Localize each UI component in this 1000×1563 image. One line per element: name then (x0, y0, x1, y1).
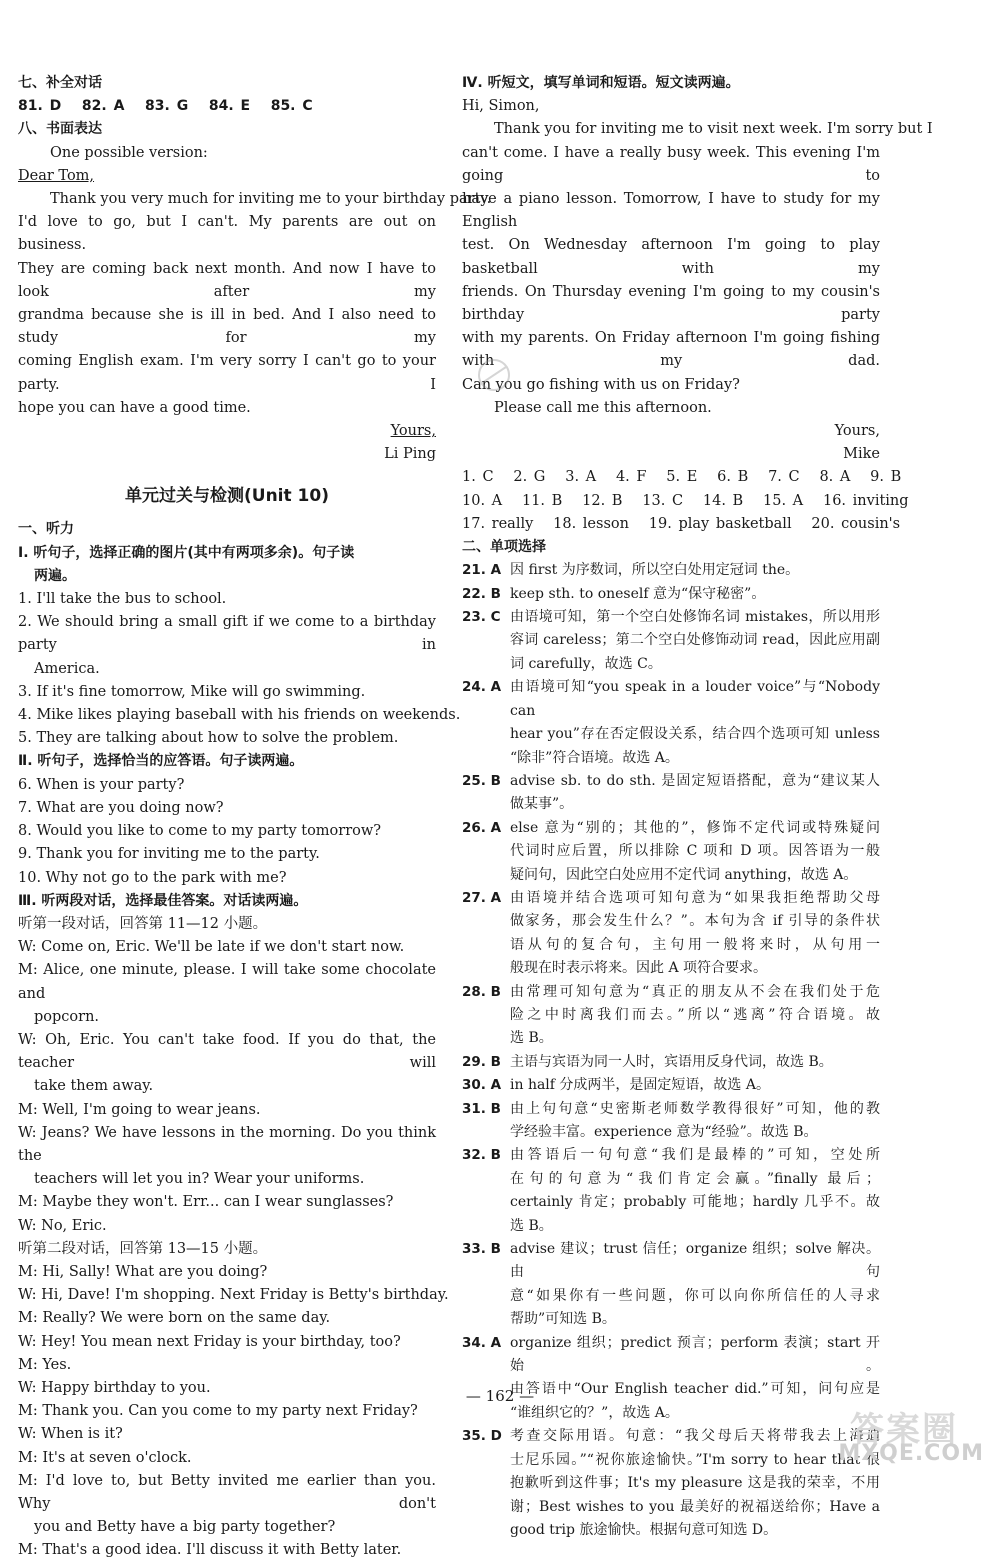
answer-key-line: 1. C 2. G 3. A 4. F 5. E 6. B 7. C 8. A 9. B (462, 469, 902, 486)
explanation-line: 做家务，那会发生什么？”。本句为含 if 引导的条件状 (510, 913, 880, 930)
dialog-line: popcorn. (34, 1008, 100, 1025)
explanation-line: 帮助”可知选 B。 (510, 1311, 616, 1328)
question-answer: 24. A (462, 679, 502, 696)
letter-body (18, 188, 492, 420)
dialog-line: W: No, Eric. (18, 1217, 107, 1234)
passage-line: test. On Wednesday afternoon I'm going to play basketball with my (462, 237, 880, 277)
explanation-line: 由答语后一句句意“我们是最棒的”可知，空处所 (510, 1147, 880, 1164)
dialog-1-intro: 听第一段对话，回答第 11—12 小题。 (18, 915, 268, 932)
dialog-line: W: Oh, Eric. You can't take food. If you do that, the teacher will (18, 1031, 436, 1072)
explanation-line: 做某事”。 (510, 796, 574, 813)
dialog-line: W: Hey! You mean next Friday is your birthday, too? (18, 1333, 401, 1350)
section-2-title: 二、单项选择 (462, 539, 546, 556)
question-explanation (462, 1074, 880, 1097)
question-answer: 33. B (462, 1241, 501, 1258)
passage-call: Please call me this afternoon. (494, 399, 712, 416)
passage-closing: Yours, (834, 423, 880, 440)
answer-key-line: 10. A 11. B 12. B 13. C 14. B 15. A 16. inviting (462, 492, 909, 509)
question-answer: 29. B (462, 1053, 501, 1070)
explanation-line: advise 建议；trust 信任；organize 组织；solve 解决。由句 (510, 1241, 880, 1281)
listening-item: 3. If it's fine tomorrow, Mike will go swimming. (18, 683, 366, 700)
passage-line: Can you go fishing with us on Friday? (462, 376, 740, 393)
letter-line: They are coming back next month. And now I have to look after my (18, 260, 436, 300)
explanation-line: 抱歉听到这件事；It's my pleasure 这是我的荣幸，不用 (510, 1475, 880, 1492)
letter-closing: Yours, (390, 423, 436, 440)
explanation-line: 疑问句，因此空白处应用不定代词 anything，故选 A。 (510, 866, 858, 883)
explanation-line: 谢；Best wishes to you 最美好的祝福送给你；Have a (510, 1498, 880, 1515)
explanation-line: 由语境并结合选项可知句意为“如果我拒绝帮助父母 (510, 889, 880, 906)
question-answer: 31. B (462, 1100, 501, 1117)
explanation-line: 般现在时表示将来。因此 A 项符合要求。 (510, 960, 768, 977)
part-3-title: Ⅲ. 听两段对话，选择最佳答案。对话读两遍。 (18, 892, 308, 909)
explanation-line: organize 组织；predict 预言；perform 表演；start 开始。 (510, 1334, 880, 1375)
dialog-line: M: It's at seven o'clock. (18, 1449, 192, 1466)
question-answer: 21. A (462, 562, 502, 579)
explanation-line: 由语境可知，第一个空白处修饰名词 mistakes，所以用形 (510, 609, 880, 626)
explanation-line: 因 first 为序数词，所以空白处用定冠词 the。 (510, 562, 800, 579)
dialog-line: M: Well, I'm going to wear jeans. (18, 1101, 261, 1118)
section-7-answers: 81. D 82. A 83. G 84. E 85. C (18, 98, 313, 115)
explanation-line: 士尼乐园。”“祝你旅途愉快。”I'm sorry to hear that 很 (510, 1451, 880, 1468)
dialog-line: M: Yes. (18, 1356, 72, 1373)
explanation-line: 在句的句意为“我们肯定会赢。”finally 最后； (510, 1170, 880, 1187)
question-explanation (462, 606, 880, 676)
section-7-title: 七、补全对话 (18, 75, 102, 91)
listening-item: 6. When is your party? (18, 776, 185, 793)
explanation-line: “除非”符合语境。故选 A。 (510, 749, 679, 766)
stamp-mark-icon (470, 355, 518, 395)
dialog-line: M: Hi, Sally! What are you doing? (18, 1263, 268, 1280)
listening-item: 10. Why not go to the park with me? (18, 869, 287, 886)
explanation-line: 选 B。 (510, 1030, 553, 1047)
explanation-line: 由答语中“Our English teacher did.”可知，问句应是 (510, 1381, 880, 1398)
question-answer: 27. A (462, 889, 502, 906)
passage-line: Thank you for inviting me to visit next week. I'm sorry but I (494, 121, 933, 138)
passage-greeting: Hi, Simon, (462, 98, 540, 115)
explanation-line: 考查交际用语。句意：“我父母后天将带我去上海迪 (510, 1428, 880, 1445)
dialog-line: M: I'd love to, but Betty invited me earlier than you. Why don't (18, 1472, 436, 1512)
section-8-title: 八、书面表达 (18, 121, 102, 138)
explanation-line: 词 carefully，故选 C。 (510, 655, 662, 672)
dialog-line: W: When is it? (18, 1426, 123, 1443)
possible-version-label: One possible version: (50, 144, 208, 161)
question-explanation (462, 1051, 880, 1074)
part-1-title-cont: 两遍。 (34, 567, 76, 584)
question-explanation (462, 559, 880, 582)
dialog-line: take them away. (34, 1078, 154, 1095)
watermark-url: MXQE.COM (838, 1441, 984, 1466)
dialog-line: W: Hi, Dave! I'm shopping. Next Friday is Betty's birthday. (18, 1287, 449, 1304)
explanation-line: 意“如果你有一些问题，你可以向你所信任的人寻求 (510, 1287, 880, 1304)
dialog-line: M: Thank you. Can you come to my party next Friday? (18, 1403, 418, 1420)
question-answer: 23. C (462, 609, 501, 626)
explanation-line: certainly 肯定；probably 可能地；hardly 几乎不。故 (510, 1194, 880, 1211)
unit-title: 单元过关与检测(Unit 10) (125, 486, 329, 507)
dialog-line: W: Come on, Eric. We'll be late if we don't start now. (18, 939, 405, 956)
listening-item: 9. Thank you for inviting me to the party. (18, 846, 320, 863)
explanation-line: 主语与宾语为同一人时，宾语用反身代词，故选 B。 (510, 1053, 833, 1070)
listening-item: 1. I'll take the bus to school. (18, 591, 227, 608)
listening-item: America. (34, 660, 100, 677)
explanation-line: 学经验丰富。experience 意为“经验”。故选 B。 (510, 1124, 818, 1141)
answer-key-line: 17. really 18. lesson 19. play basketball 20. cousin's (462, 515, 901, 532)
question-explanation (462, 1144, 880, 1238)
explanation-line: 容词 careless；第二个空白处修饰动词 read，因此应用副 (510, 632, 880, 649)
explanation-line: in half 分成两半，是固定短语，故选 A。 (510, 1077, 770, 1094)
passage-line: have a piano lesson. Tomorrow, I have to study for my English (462, 191, 880, 231)
listening-item: 4. Mike likes playing baseball with his friends on weekends. (18, 707, 461, 724)
explanation-line: advise sb. to do sth. 是固定短语搭配，意为“建议某人 (510, 772, 880, 789)
letter-line: coming English exam. I'm very sorry I can't go to your party. I (18, 353, 436, 393)
passage-body (462, 118, 933, 396)
passage-line: can't come. I have a really busy week. This evening I'm going to (462, 144, 880, 184)
listening-item: 8. Would you like to come to my party tomorrow? (18, 823, 382, 840)
listening-item: 7. What are you doing now? (18, 799, 224, 816)
dialog-line: teachers will let you in? Wear your uniforms. (34, 1171, 365, 1188)
question-explanation (462, 1238, 880, 1332)
dialog-line: W: Jeans? We have lessons in the morning. Do you think the (18, 1124, 436, 1164)
letter-salutation: Dear Tom, (18, 167, 95, 184)
explanation-line: 代词时应后置，所以排除 C 项和 D 项。因答语为一般 (510, 843, 880, 860)
listening-item: 2. We should bring a small gift if we come to a birthday party in (18, 614, 436, 654)
dialog-line: W: Happy birthday to you. (18, 1379, 211, 1396)
dialog-line: you and Betty have a big party together? (34, 1519, 336, 1536)
dialog-line: M: That's a good idea. I'll discuss it with Betty later. (18, 1542, 402, 1559)
passage-line: friends. On Thursday evening I'm going to my cousin's birthday party (462, 283, 880, 324)
watermark-logo (816, 1402, 986, 1468)
explanation-line: 选 B。 (510, 1217, 553, 1234)
question-answer: 26. A (462, 819, 502, 836)
letter-line: hope you can have a good time. (18, 399, 251, 416)
explanation-line: “谁组织它的？”，故选 A。 (510, 1404, 679, 1421)
part-1-title: Ⅰ. 听句子，选择正确的图片(其中有两项多余)。句子读 (18, 544, 355, 561)
question-explanation (462, 1098, 880, 1145)
question-explanation (462, 817, 880, 887)
explanation-line: else 意为“别的；其他的”，修饰不定代词或特殊疑问 (510, 819, 880, 836)
listening-item: 5. They are talking about how to solve the problem. (18, 730, 399, 747)
part-2-title: Ⅱ. 听句子，选择恰当的应答语。句子读两遍。 (18, 753, 304, 770)
letter-signature: Li Ping (384, 446, 436, 463)
explanation-line: 险之中时离我们而去。”所以“逃离”符合语境。故 (510, 1006, 880, 1023)
question-answer: 34. A (462, 1334, 502, 1351)
page-number: — 162 — (465, 1387, 535, 1405)
explanation-line: 由上句句意“史密斯老师数学教得很好”可知，他的教 (510, 1100, 880, 1117)
question-explanation (462, 981, 880, 1051)
explanation-line: keep sth. to oneself 意为“保守秘密”。 (510, 585, 766, 602)
part-4-title: Ⅳ. 听短文，填写单词和短语。短文读两遍。 (462, 75, 740, 91)
question-explanation (462, 676, 880, 770)
question-answer: 30. A (462, 1077, 502, 1094)
question-explanation (462, 887, 880, 981)
explanation-line: hear you”存在否定假设关系，结合四个选项可知 unless (510, 726, 880, 743)
explanation-line: good trip 旅途愉快。根据句意可知选 D。 (510, 1521, 778, 1538)
dialog-line: M: Really? We were born on the same day. (18, 1310, 331, 1327)
letter-line: grandma because she is ill in bed. And I also need to study for my (18, 307, 436, 347)
letter-line: I'd love to go, but I can't. My parents are out on business. (18, 214, 436, 254)
dialog-line: M: Alice, one minute, please. I will take some chocolate and (18, 962, 436, 1002)
explanation-line: 由语境可知“you speak in a louder voice”与“Nobody can (510, 679, 880, 719)
explanation-line: 由常理可知句意为“真正的朋友从不会在我们处于危 (510, 983, 880, 1000)
question-answer: 35. D (462, 1428, 502, 1445)
question-answer: 22. B (462, 585, 501, 602)
question-explanation (462, 583, 880, 606)
listening-section-title: 一、听力 (18, 521, 74, 538)
question-answer: 28. B (462, 983, 501, 1000)
passage-line: with my parents. On Friday afternoon I'm going fishing with my dad. (462, 330, 880, 370)
question-explanation (462, 770, 880, 817)
passage-signature: Mike (843, 446, 880, 463)
watermark-cn: 答案圈 (850, 1410, 958, 1450)
dialog-line: M: Maybe they won't. Err... can I wear sunglasses? (18, 1194, 394, 1211)
question-answer: 32. B (462, 1147, 501, 1164)
dialog-2-intro: 听第二段对话，回答第 13—15 小题。 (18, 1240, 268, 1257)
letter-line: Thank you very much for inviting me to your birthday party. (50, 191, 492, 208)
question-answer: 25. B (462, 772, 501, 789)
explanation-line: 语从句的复合句，主句用一般将来时，从句用一 (510, 936, 880, 953)
